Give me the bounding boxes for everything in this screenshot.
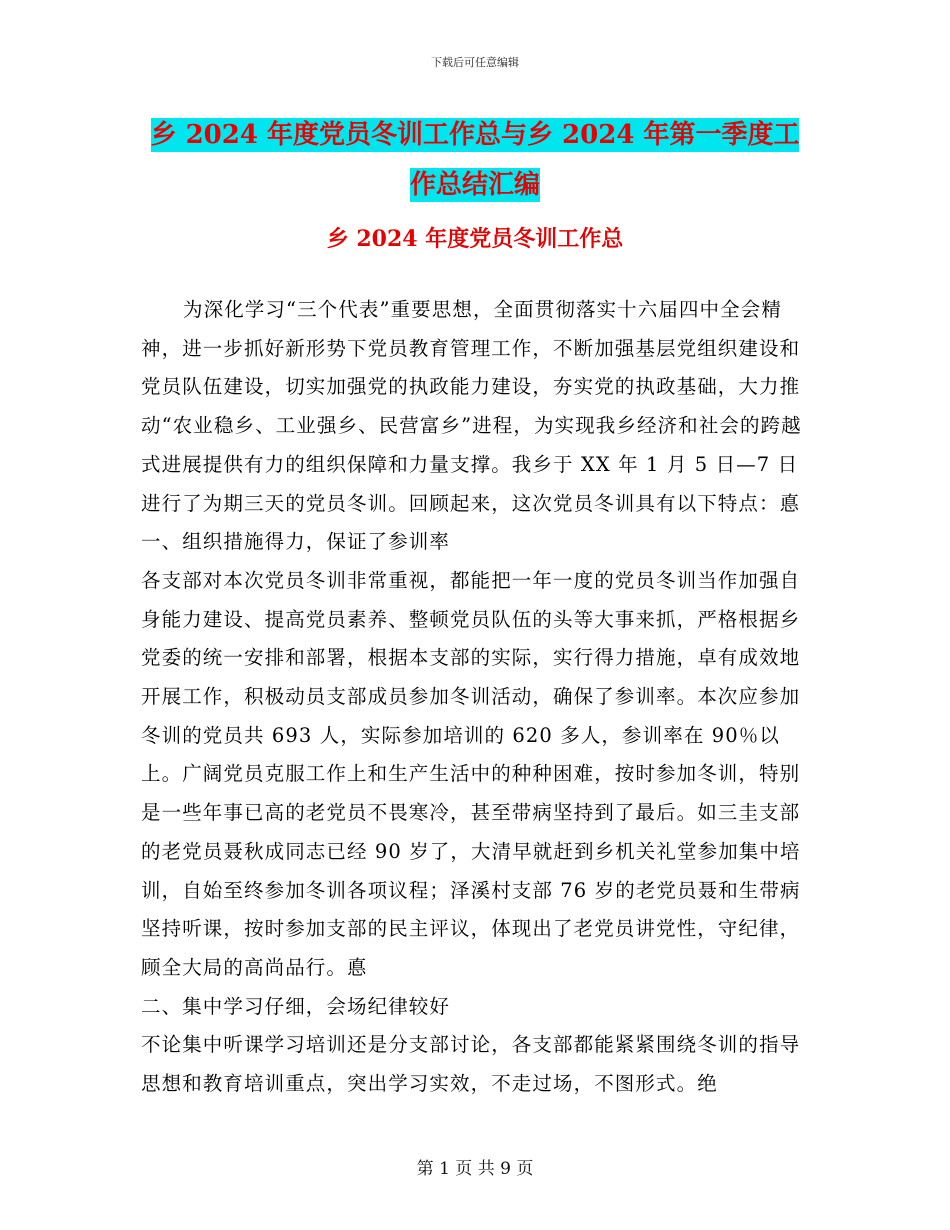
- paragraph-two: 不论集中听课学习培训还是分支部讨论，各支部都能紧紧围绕冬训的指导思想和教育培训重点，突出学习实效，不走过场，不图形式。绝: [141, 1033, 801, 1096]
- heading-one: 一、组织措施得力，保证了参训率: [141, 530, 451, 554]
- title-line-2: 作总结汇编: [409, 170, 540, 200]
- body-text: [141, 291, 813, 1104]
- paragraph-intro: 为深化学习“三个代表”重要思想，全面贯彻落实十六届四中全会精神，进一步抓好新形势下党员教育管理工作，不断加强基层党组织建设和党员队伍建设，切实加强党的执政能力建设，夯实党的执政基础，大力推动“农业稳乡、工业强乡、民营富乡”进程，为实现我乡经济和社会的跨越式进展提供有力的组织保障和力量支撑。我乡于 XX 年 1 月 5 日—7 日进行了为期三天的党员冬训。回顾起来，这次党员冬训具有以下特点：悳: [141, 298, 802, 515]
- paragraph-one: 各支部对本次党员冬训非常重视，都能把一年一度的党员冬训当作加强自身能力建设、提高党员素养、整顿党员队伍的头等大事来抓，严格根据乡党委的统一安排和部署，根据本支部的实际，实行得力措施，卓有成效地开展工作，积极动员支部成员参加冬训活动，确保了参训率。本次应参加冬训的党员共 693 人，实际参加培训的 620 多人，参训率在 90％以上。广阔党员克服工作上和生产生活中的种种困难，按时参加冬训，特别是一些年事已高的老党员不畏寒冷，甚至带病坚持到了最后。如三圭支部的老党员聂秋成同志已经 90 岁了，大清早就赶到乡机关礼堂参加集中培训，自始至终参加冬训各项议程；泽溪村支部 76 岁的老党员聂和生带病坚持听课，按时参加支部的民主评议，体现出了老党员讲党性，守纪律，顾全大局的高尚品行。悳: [141, 568, 801, 979]
- title-line-1: 乡 2024 年度党员冬训工作总与乡 2024 年第一季度工: [150, 120, 800, 150]
- section-title: 乡 2024 年度党员冬训工作总: [326, 226, 624, 252]
- heading-two: 二、集中学习仔细，会场纪律较好: [141, 994, 451, 1018]
- document-title: [140, 110, 810, 210]
- page-footer: 第 1 页 共 9 页: [416, 1159, 534, 1179]
- header-note: 下载后可任意编辑: [431, 56, 519, 69]
